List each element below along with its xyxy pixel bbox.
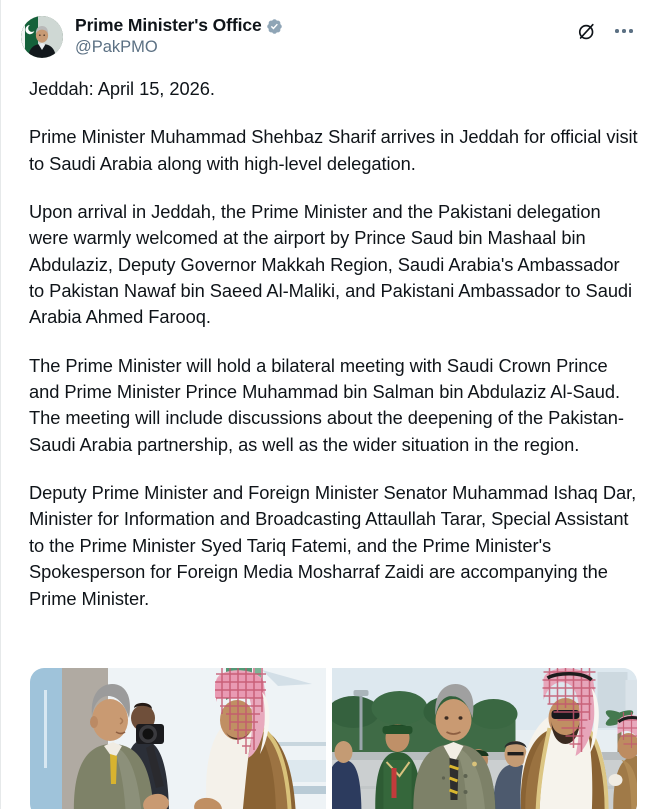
display-name-row [75, 15, 283, 35]
display-name[interactable]: Prime Minister's Office [75, 15, 262, 35]
verified-badge-icon [266, 18, 283, 35]
grok-icon[interactable] [575, 20, 597, 42]
dot [622, 29, 626, 33]
post-header [1, 0, 655, 57]
dot [629, 29, 633, 33]
post-paragraph: Prime Minister Muhammad Shehbaz Sharif arrives in Jeddah for official visit to Saudi Arabia along with high-level delegation. [29, 126, 643, 174]
more-options-icon[interactable] [613, 20, 635, 42]
post-photo-2[interactable] [332, 668, 637, 809]
post-photo-1[interactable] [30, 668, 326, 809]
avatar[interactable] [21, 16, 63, 58]
account-identity [75, 14, 283, 57]
account-handle[interactable]: @PakPMO [75, 38, 158, 57]
post-paragraph: Deputy Prime Minister and Foreign Minister Senator Muhammad Ishaq Dar, Minister for Information and Broadcasting Attaullah Tarar, Special Assistant to the Prime Minister Syed Tariq Fatemi, and the Prime Minister's Spokesperson for Foreign Media Mosharraf Zaidi are accompanying the Prime Minister. [29, 482, 642, 609]
post-media-grid [30, 668, 637, 809]
dot [615, 29, 619, 33]
post-paragraph: The Prime Minister will hold a bilateral meeting with Saudi Crown Prince and Prime Minister Prince Muhammad bin Salman bin Abdulaziz Al-Saud. The meeting will include discussions about the deepening of the Pakistan-Saudi Arabia partnership, as well as the wider situation in the region. [29, 354, 625, 455]
post-paragraph: Jeddah: April 15, 2026. [29, 78, 215, 99]
post-paragraph: Upon arrival in Jeddah, the Prime Minister and the Pakistani delegation were warmly welcomed at the airport by Prince Saud bin Mashaal bin Abdulaziz, Deputy Governor Makkah Region, Saudi Arabia's Ambassador to Pakistan Nawaf bin Saeed Al-Maliki, and Pakistani Ambassador to Saudi Arabia Ahmed Farooq. [29, 201, 637, 328]
more-dots [615, 29, 633, 33]
header-actions [575, 14, 641, 42]
post-text [1, 76, 655, 612]
